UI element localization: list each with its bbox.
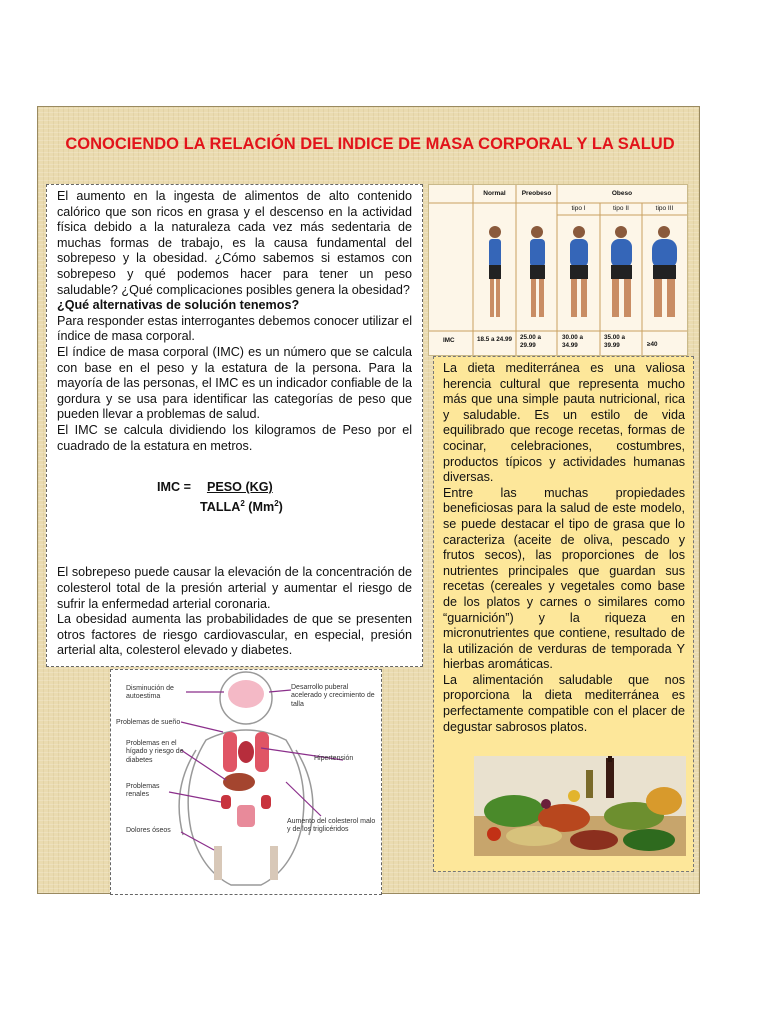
paragraph-5: El sobrepeso puede causar la elevación de la concentración de colesterol total de la presión arterial y aumentar el riesgo de sufrir la enfermedad arterial coronaria.: [57, 565, 412, 611]
paragraph-2: Para responder estas interrogantes debemos conocer utilizar el índice de masa corporal.: [57, 313, 412, 344]
imc-value-tipo3: ≥40: [647, 341, 658, 348]
header-normal: Normal: [483, 190, 506, 197]
imc-value-preobeso: 25.00 a 29.99: [520, 334, 542, 349]
imc-formula: [57, 480, 412, 515]
formula-exponent: 2: [240, 498, 245, 508]
figure-obeso-tipo2: [611, 226, 632, 317]
label-colesterol: Aumento del colesterol malo y de los triglicéridos: [287, 818, 376, 834]
formula-denominator: TALLA: [200, 499, 241, 514]
subheader-tipo3: tipo III: [655, 205, 674, 212]
formula-close: ): [278, 499, 283, 514]
label-autoestima: Disminución de autoestima: [126, 685, 174, 701]
formula-lhs: IMC =: [157, 480, 191, 495]
question-heading: ¿Qué alternativas de solución tenemos?: [57, 298, 300, 313]
diet-paragraph-1: La dieta mediterránea es una valiosa herencia cultural que representa mucho más que una simple pauta nutricional, rica y saludable. Es un estilo de vida equilibrado que recoge recetas, formas de cocinar, celebraciones, costumbres, productos típicos y actividades humanas diversas.: [443, 361, 685, 485]
imc-row-label: IMC: [443, 337, 455, 344]
label-desarrollo-puberal: Desarrollo puberal acelerado y crecimiento de talla: [291, 684, 375, 708]
imc-value-tipo1: 30.00 a 34.99: [562, 334, 584, 349]
imc-value-normal: 18.5 a 24.99: [477, 336, 513, 343]
imc-classification-image: [428, 184, 688, 356]
header-preobeso: Preobeso: [521, 190, 552, 197]
diet-paragraph-2: Entre las muchas propiedades beneficiosas para la salud de este modelo, se puede destacar el tipo de grasa que lo caracteriza (aceite de oliva, pescado y frutos secos), las proporciones de los nutrientes principales que guardan sus recetas (cereales y vegetales como base de los platos y carnes o similares como “guarnición”) y la riqueza en micronutrientes que contiene, resultado de la utilización de verduras de temporada Y hierbas aromáticas.: [443, 485, 685, 672]
label-higado-diabetes: Problemas en el hígado y riesgo de diabetes: [126, 740, 184, 764]
label-hipertension: Hipertensión: [314, 755, 354, 762]
imc-value-tipo2: 35.00 a 39.99: [604, 334, 626, 349]
label-sueno: Problemas de sueño: [116, 719, 181, 726]
label-renales: Problemas renales: [126, 783, 160, 799]
paragraph-4: El IMC se calcula dividiendo los kilogramos de Peso por el cuadrado de la estatura en metros.: [57, 422, 412, 453]
subheader-tipo2: tipo II: [613, 205, 629, 212]
figure-obeso-tipo3: [652, 226, 677, 317]
diet-paragraph-3: La alimentación saludable que nos proporciona la dieta mediterránea es perfectamente compatible con el placer de degustar sabrosos platos.: [443, 672, 685, 734]
intro-paragraph: El aumento en la ingesta de alimentos de alto contenido calórico que son ricos en grasa y el descenso en la actividad física debido a la naturaleza cada vez más sedentaria de muchas formas de trabajo, es la causa fundamental del sobrepeso y la obesidad. ¿Cómo sabemos si estamos con sobrepeso y qué podemos hacer para tener un peso saludable? ¿Qué complicaciones posibles genera la obesidad?: [57, 189, 412, 297]
label-dolores-oseos: Dolores óseos: [126, 827, 171, 834]
formula-numerator: PESO (KG): [206, 480, 273, 495]
paragraph-3: El índice de masa corporal (IMC) es un número que se calcula con base en el peso y la estatura de la persona. Para la mayoría de las personas, el IMC es un indicador confiable de la gordura y se usa para identificar las categorías de peso que pueden llevar a problemas de salud.: [57, 344, 412, 422]
page-title: CONOCIENDO LA RELACIÓN DEL INDICE DE MASA CORPORAL Y LA SALUD: [65, 135, 675, 153]
mediterranean-food-image: [474, 756, 686, 856]
subheader-tipo1: tipo I: [571, 205, 586, 212]
figure-normal: [489, 226, 501, 317]
formula-unit: (Mm: [244, 499, 275, 514]
obesity-body-diagram: [110, 669, 382, 895]
formula-unit-exponent: 2: [274, 498, 279, 508]
bmi-explanation-panel: [46, 184, 423, 667]
figure-obeso-tipo1: [570, 226, 588, 317]
figure-preobeso: [530, 226, 545, 317]
paragraph-6: La obesidad aumenta las probabilidades de que se presenten otros factores de riesgo cardiovascular, en especial, presión arterial alta, colesterol elevado y diabetes.: [57, 612, 412, 658]
header-obeso: Obeso: [611, 190, 633, 197]
